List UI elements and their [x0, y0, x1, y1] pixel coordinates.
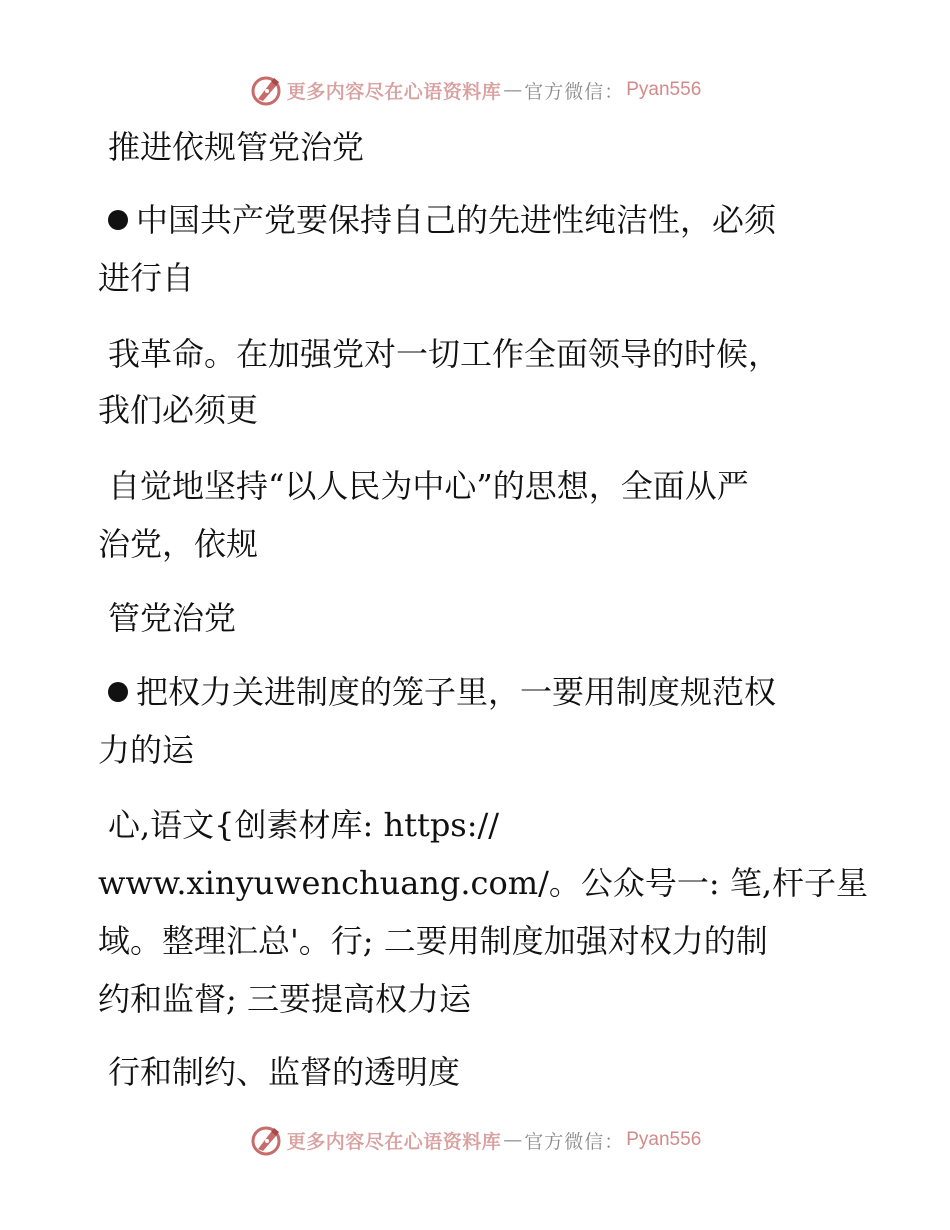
- paragraph-line: 中国共产党要保持自己的先进性纯洁性，必须: [108, 200, 776, 240]
- paragraph-line: 自觉地坚持“以人民为中心”的思想，全面从严: [108, 467, 749, 505]
- banner-official-label: 官方微信：: [524, 80, 625, 103]
- bullet-icon: [108, 682, 128, 702]
- paragraph-line: 行和制约、监督的透明度: [108, 1053, 461, 1091]
- banner-dash: —: [503, 1129, 523, 1151]
- bullet-icon: [108, 210, 128, 230]
- paragraph-line: 我革命。在加强党对一切工作全面领导的时候，: [108, 335, 781, 373]
- paragraph-line: www.xinyuwenchuang.com/。公众号一: 笔,杆子星: [98, 864, 868, 902]
- section-heading: 管党治党: [108, 599, 237, 637]
- footer-banner: [0, 1120, 950, 1160]
- pen-nib-logo-icon: [249, 73, 283, 107]
- paragraph-line: 约和监督; 三要提高权力运: [98, 980, 471, 1018]
- paragraph-line: 进行自: [98, 259, 195, 297]
- banner-account: Pyan556: [626, 1129, 702, 1150]
- banner-dash: —: [503, 79, 523, 101]
- banner-site-name: 更多内容尽在心语资料库: [286, 1130, 502, 1153]
- paragraph-line: 治党，依规: [98, 525, 259, 563]
- header-banner: [0, 70, 950, 110]
- paragraph-line: 把权力关进制度的笼子里，一要用制度规范权: [108, 672, 776, 712]
- paragraph-line: 力的运: [98, 731, 195, 769]
- pen-nib-logo-icon: [249, 1123, 283, 1157]
- banner-account: Pyan556: [626, 79, 702, 100]
- banner-site-name: 更多内容尽在心语资料库: [286, 80, 502, 103]
- paragraph-line: 域。整理汇总'。行; 二要用制度加强对权力的制: [98, 922, 768, 960]
- paragraph-line: 我们必须更: [98, 391, 259, 429]
- paragraph-line: 心,语文{创素材库: https://: [108, 806, 500, 844]
- banner-official-label: 官方微信：: [524, 1130, 625, 1153]
- section-heading: 推进依规管党治党: [108, 128, 365, 166]
